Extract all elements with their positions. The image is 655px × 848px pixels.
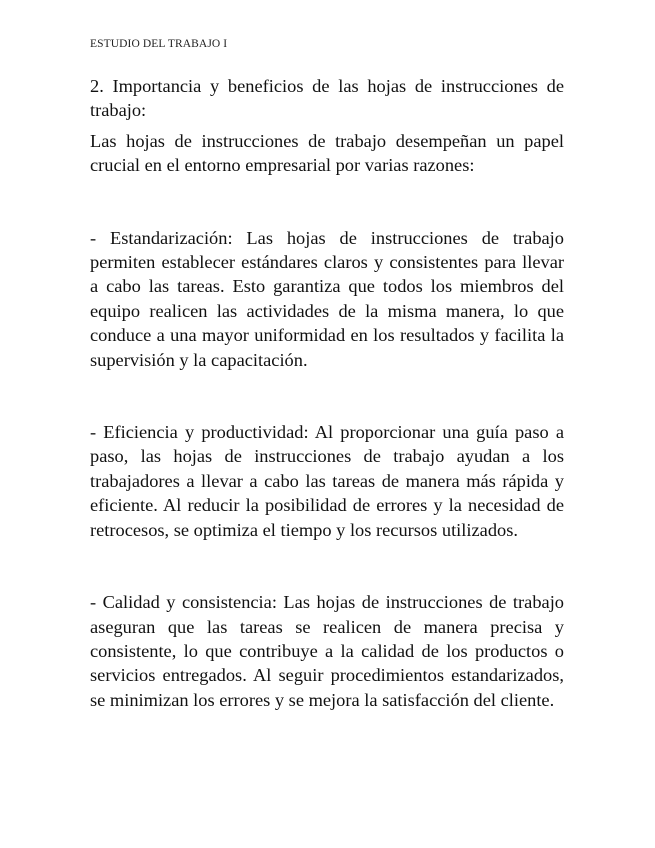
point-quality: - Calidad y consistencia: Las hojas de instrucciones de trabajo aseguran que las tareas se realicen de manera precisa y consistente, lo que contribuye a la calidad de los productos o servicios entregados. Al seguir procedimientos estandarizados, se minimizan los errores y se mejora la satisfacción del cliente. (90, 592, 564, 710)
section-heading: 2. Importancia y beneficios de las hojas de instrucciones de trabajo: (90, 76, 564, 121)
document-body (90, 74, 564, 712)
point-standardization: - Estandarización: Las hojas de instrucciones de trabajo permiten establecer estándares claros y consistentes para llevar a cabo las tareas. Esto garantiza que todos los miembros del equipo realicen las actividades de la misma manera, lo que conduce a una mayor uniformidad en los resultados y facilita la supervisión y la capacitación. (90, 227, 564, 370)
intro-paragraph: Las hojas de instrucciones de trabajo desempeñan un papel crucial en el entorno empresarial por varias razones: (90, 130, 564, 176)
running-header: ESTUDIO DEL TRABAJO I (90, 38, 228, 50)
point-efficiency: - Eficiencia y productividad: Al proporcionar una guía paso a paso, las hojas de instrucciones de trabajo ayudan a los trabajadores a llevar a cabo las tareas de manera más rápida y eficiente. Al reducir la posibilidad de errores y la necesidad de retrocesos, se optimiza el tiempo y los recursos utilizados. (90, 422, 564, 540)
